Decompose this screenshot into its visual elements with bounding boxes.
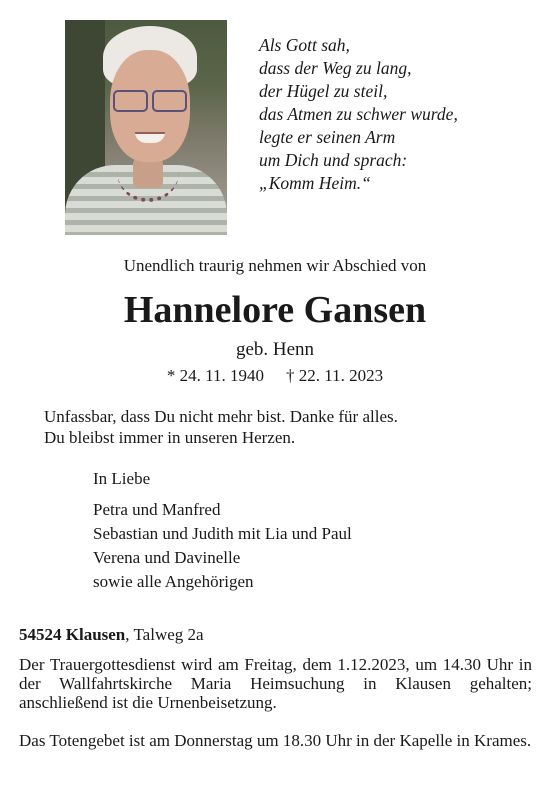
address-postal-city: 54524 Klausen <box>19 625 126 644</box>
mourner-entry: Petra und Manfred <box>93 500 221 519</box>
service-info: Der Trauergottesdienst wird am Freitag, dem 1.12.2023, um 14.30 Uhr in der Wallfahrtskirche Maria Heimsuchung in Klausen gehalten; anschließend ist die Urnenbeisetzung. <box>19 655 532 712</box>
birth-name: geb. Henn <box>235 339 315 360</box>
address-street: , Talweg 2a <box>125 625 204 644</box>
message-line: Unfassbar, dass Du nicht mehr bist. Danke für alles. <box>44 407 398 426</box>
mourners-list <box>93 468 352 594</box>
mourner-entry: Verena und Davinelle <box>93 548 241 567</box>
poem-line: um Dich und sprach: <box>259 150 408 170</box>
poem-line: legte er seinen Arm <box>259 127 396 147</box>
prayer-info: Das Totengebet ist am Donnerstag um 18.30 Uhr in der Kapelle in Krames. <box>19 731 532 750</box>
poem-line: Als Gott sah, <box>259 35 350 55</box>
portrait-photo <box>65 20 227 235</box>
poem <box>259 34 458 195</box>
mourner-entry: Sebastian und Judith mit Lia und Paul <box>93 524 352 543</box>
mourner-entry: sowie alle Angehörigen <box>93 572 254 591</box>
life-dates <box>0 365 550 387</box>
mourners-intro: In Liebe <box>93 469 151 488</box>
deceased-name: Hannelore Gansen <box>123 289 427 331</box>
address <box>19 624 204 646</box>
message-line: Du bleibst immer in unseren Herzen. <box>44 428 296 447</box>
photo-glasses <box>113 90 187 110</box>
birth-date: * 24. 11. 1940 <box>166 366 264 385</box>
poem-line: „Komm Heim.“ <box>259 173 371 193</box>
personal-message <box>44 406 398 448</box>
poem-line: der Hügel zu steil, <box>259 81 388 101</box>
poem-line: das Atmen zu schwer wurde, <box>259 104 458 124</box>
death-date: † 22. 11. 2023 <box>286 366 384 385</box>
farewell-intro: Unendlich traurig nehmen wir Abschied von <box>123 256 427 275</box>
poem-line: dass der Weg zu lang, <box>259 58 412 78</box>
